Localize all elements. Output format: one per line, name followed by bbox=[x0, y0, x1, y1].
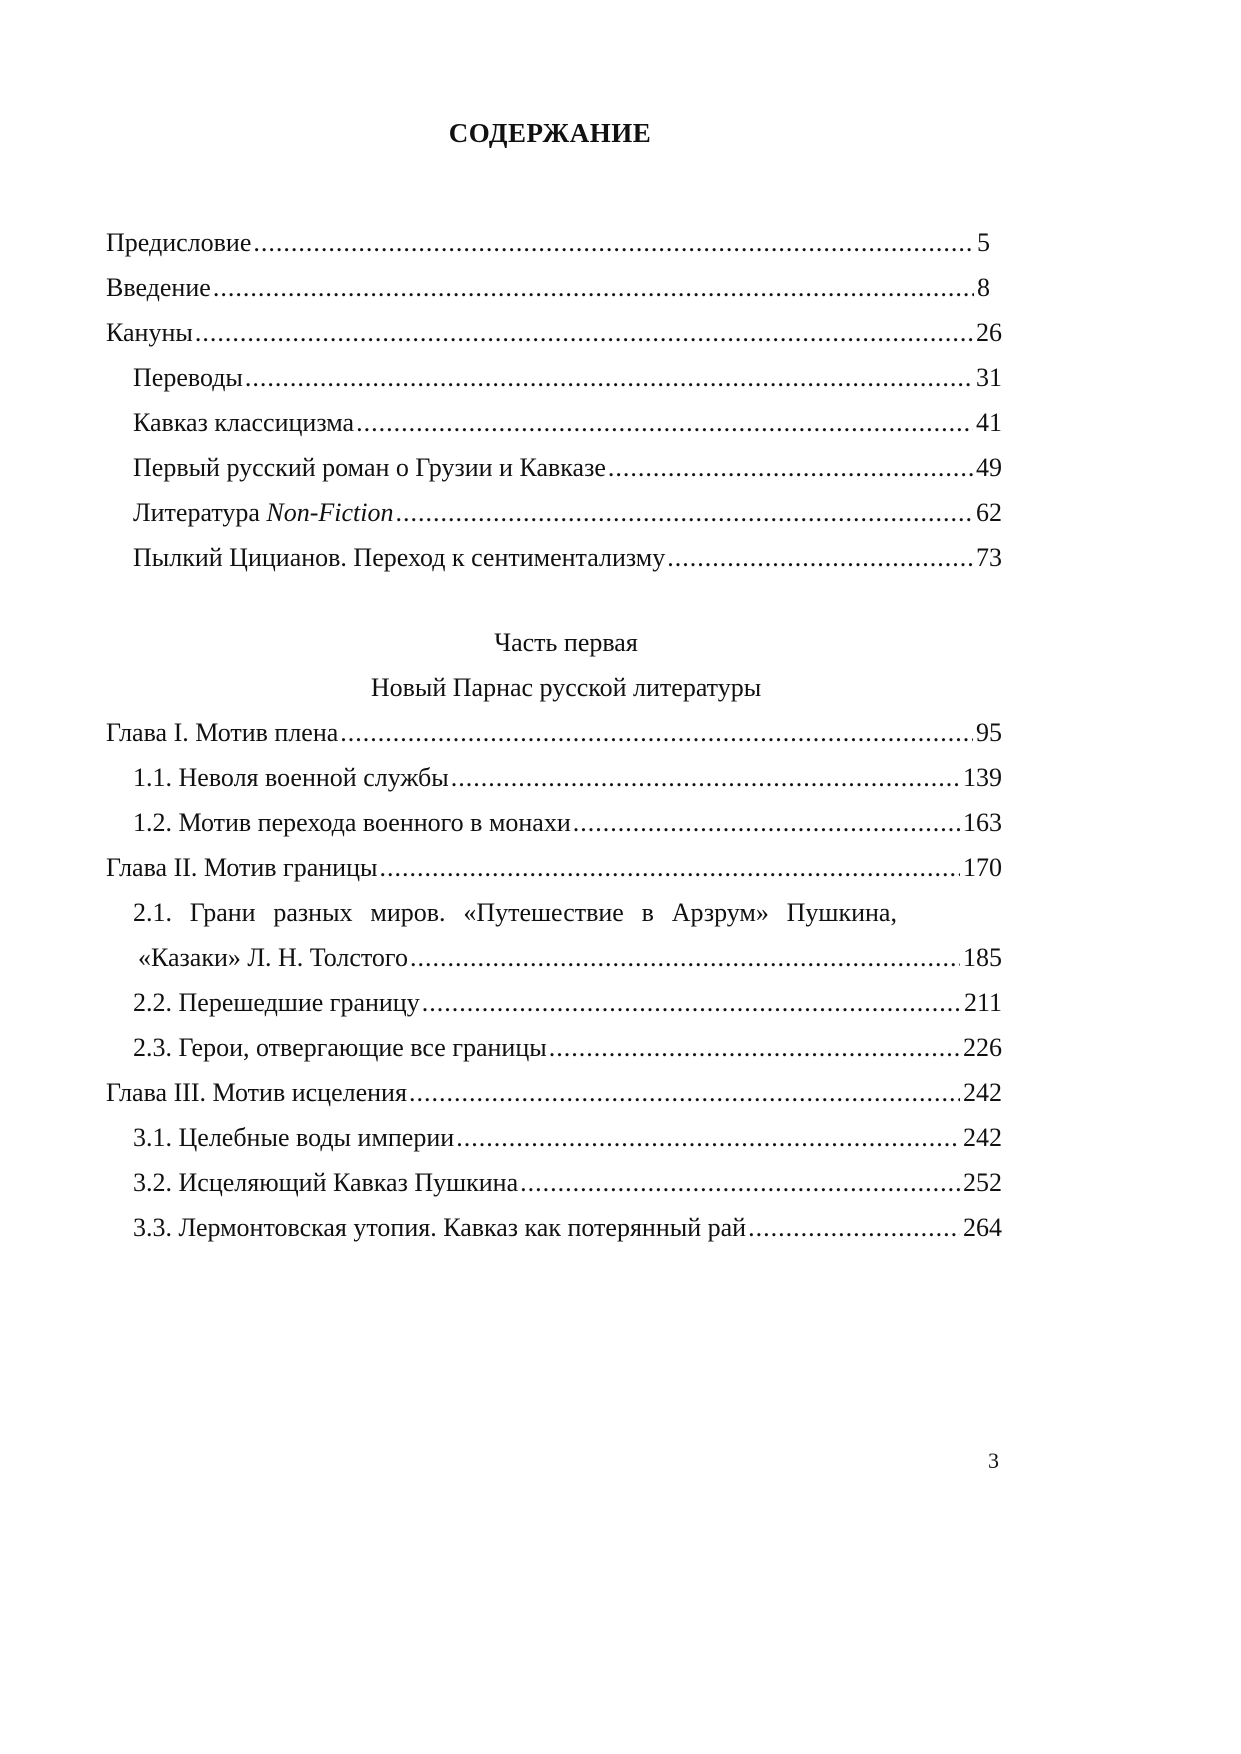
dot-leader bbox=[409, 1070, 960, 1115]
dot-leader bbox=[456, 1115, 960, 1160]
dot-leader bbox=[422, 980, 961, 1025]
part-title: Новый Парнас русской литературы bbox=[370, 673, 762, 702]
dot-leader bbox=[356, 400, 973, 445]
word: миров. bbox=[370, 898, 446, 927]
word: Пушкина, bbox=[786, 898, 897, 927]
toc-entry-label: «Казаки» Л. Н. Толстого bbox=[138, 943, 408, 972]
toc-entry-section-3-2[interactable] bbox=[106, 1160, 1002, 1205]
toc-entry-page: 242 bbox=[963, 1078, 1002, 1107]
page-title: СОДЕРЖАНИЕ bbox=[448, 118, 652, 148]
dot-leader bbox=[245, 355, 973, 400]
toc-entry-label: Предисловие bbox=[106, 228, 252, 257]
toc-entry-page: 41 bbox=[976, 408, 1002, 437]
toc-entry-page: 31 bbox=[976, 363, 1002, 392]
toc-entry-section-3-1[interactable] bbox=[106, 1115, 1002, 1160]
toc-entry-label: Глава III. Мотив исцеления bbox=[106, 1078, 407, 1107]
dot-leader bbox=[395, 490, 973, 535]
toc-entry-page: 139 bbox=[963, 763, 1002, 792]
toc-entry-caucasus-classicism[interactable] bbox=[106, 400, 1002, 445]
dot-leader bbox=[608, 445, 973, 490]
toc-entry-page: 163 bbox=[963, 808, 1002, 837]
toc-entry-page: 62 bbox=[976, 498, 1002, 527]
part-label: Часть первая bbox=[494, 628, 638, 657]
dot-leader bbox=[748, 1205, 960, 1250]
toc-entry-page: 73 bbox=[976, 543, 1002, 572]
toc-entry-section-2-1-line2[interactable] bbox=[106, 935, 1002, 980]
toc-entry-page: 95 bbox=[976, 718, 1002, 747]
toc-entry-page: 226 bbox=[963, 1033, 1002, 1062]
toc-entry-page: 211 bbox=[963, 988, 1002, 1017]
word: в bbox=[641, 898, 654, 927]
toc-entry-page: 264 bbox=[963, 1213, 1002, 1242]
toc-part-one bbox=[106, 620, 1002, 1250]
toc-entry-first-novel[interactable] bbox=[106, 445, 1002, 490]
dot-leader bbox=[213, 265, 974, 310]
toc-entry-chapter-1[interactable] bbox=[106, 710, 1002, 755]
toc-entry-section-1-1[interactable] bbox=[106, 755, 1002, 800]
toc-entry-preface[interactable] bbox=[106, 220, 1002, 265]
toc-entry-label: 2.3. Герои, отвергающие все границы bbox=[133, 1033, 547, 1062]
toc-entry-page: 5 bbox=[977, 228, 990, 257]
dot-leader bbox=[340, 710, 973, 755]
toc-entry-label: 2.2. Перешедшие границу bbox=[133, 988, 420, 1017]
toc-entry-page: 49 bbox=[976, 453, 1002, 482]
word: Грани bbox=[189, 898, 256, 927]
dot-leader bbox=[573, 800, 960, 845]
toc-entry-chapter-2[interactable] bbox=[106, 845, 1002, 890]
dot-leader bbox=[379, 845, 960, 890]
toc-entry-section-2-2[interactable] bbox=[106, 980, 1002, 1025]
toc-entry-label: 1.2. Мотив перехода военного в монахи bbox=[133, 808, 571, 837]
word: «Путешествие bbox=[463, 898, 624, 927]
toc-entry-page: 170 bbox=[963, 853, 1002, 882]
toc-entry-section-1-2[interactable] bbox=[106, 800, 1002, 845]
toc-entry-page: 26 bbox=[976, 318, 1002, 347]
toc-entry-section-2-1-line1[interactable] bbox=[106, 890, 1002, 935]
toc-entry-section-2-3[interactable] bbox=[106, 1025, 1002, 1070]
dot-leader bbox=[667, 535, 973, 580]
toc-entry-tsitsianov[interactable] bbox=[106, 535, 1002, 580]
toc-entry-label: 1.1. Неволя военной службы bbox=[133, 763, 449, 792]
toc-entry-page: 185 bbox=[963, 943, 1002, 972]
toc-entry-section-3-3[interactable] bbox=[106, 1205, 1002, 1250]
dot-leader bbox=[549, 1025, 960, 1070]
word: Арзрум» bbox=[671, 898, 769, 927]
toc-entry-label: Кавказ классицизма bbox=[133, 408, 355, 437]
word: 2.1. bbox=[133, 898, 172, 927]
toc-entry-label-italic: Non-Fiction bbox=[266, 498, 394, 527]
toc-entry-page: 8 bbox=[977, 273, 990, 302]
toc-entry-kanuny[interactable] bbox=[106, 310, 1002, 355]
toc-entry-label: 3.3. Лермонтовская утопия. Кавказ как потерянный рай bbox=[133, 1213, 747, 1242]
toc-entry-label: Первый русский роман о Грузии и Кавказе bbox=[133, 453, 606, 482]
dot-leader bbox=[451, 755, 960, 800]
toc-entry-introduction[interactable] bbox=[106, 265, 1002, 310]
toc-entry-label: Пылкий Цицианов. Переход к сентиментализму bbox=[133, 543, 666, 572]
toc-entry-page: 242 bbox=[963, 1123, 1002, 1152]
toc-entry-translations[interactable] bbox=[106, 355, 1002, 400]
toc-entry-label: 3.2. Исцеляющий Кавказ Пушкина bbox=[133, 1168, 519, 1197]
toc-entry-chapter-3[interactable] bbox=[106, 1070, 1002, 1115]
page-number: 3 bbox=[988, 1448, 999, 1473]
toc-entry-label-prefix: Литература bbox=[133, 498, 267, 527]
dot-leader bbox=[253, 220, 974, 265]
toc-entry-label bbox=[133, 490, 393, 535]
toc-entry-page: 252 bbox=[963, 1168, 1002, 1197]
toc-entry-label: Глава I. Мотив плена bbox=[106, 718, 339, 747]
dot-leader bbox=[410, 935, 960, 980]
toc-front-matter bbox=[106, 220, 1002, 580]
dot-leader bbox=[520, 1160, 960, 1205]
toc-entry-label: Переводы bbox=[133, 363, 243, 392]
toc-entry-label: Введение bbox=[106, 273, 211, 302]
toc-entry-label: Кануны bbox=[106, 318, 193, 347]
toc-entry-label: 3.1. Целебные воды империи bbox=[133, 1123, 455, 1152]
toc-entry-label: Глава II. Мотив границы bbox=[106, 853, 378, 882]
dot-leader bbox=[195, 310, 973, 355]
toc-entry-non-fiction[interactable] bbox=[106, 490, 1002, 535]
word: разных bbox=[273, 898, 353, 927]
